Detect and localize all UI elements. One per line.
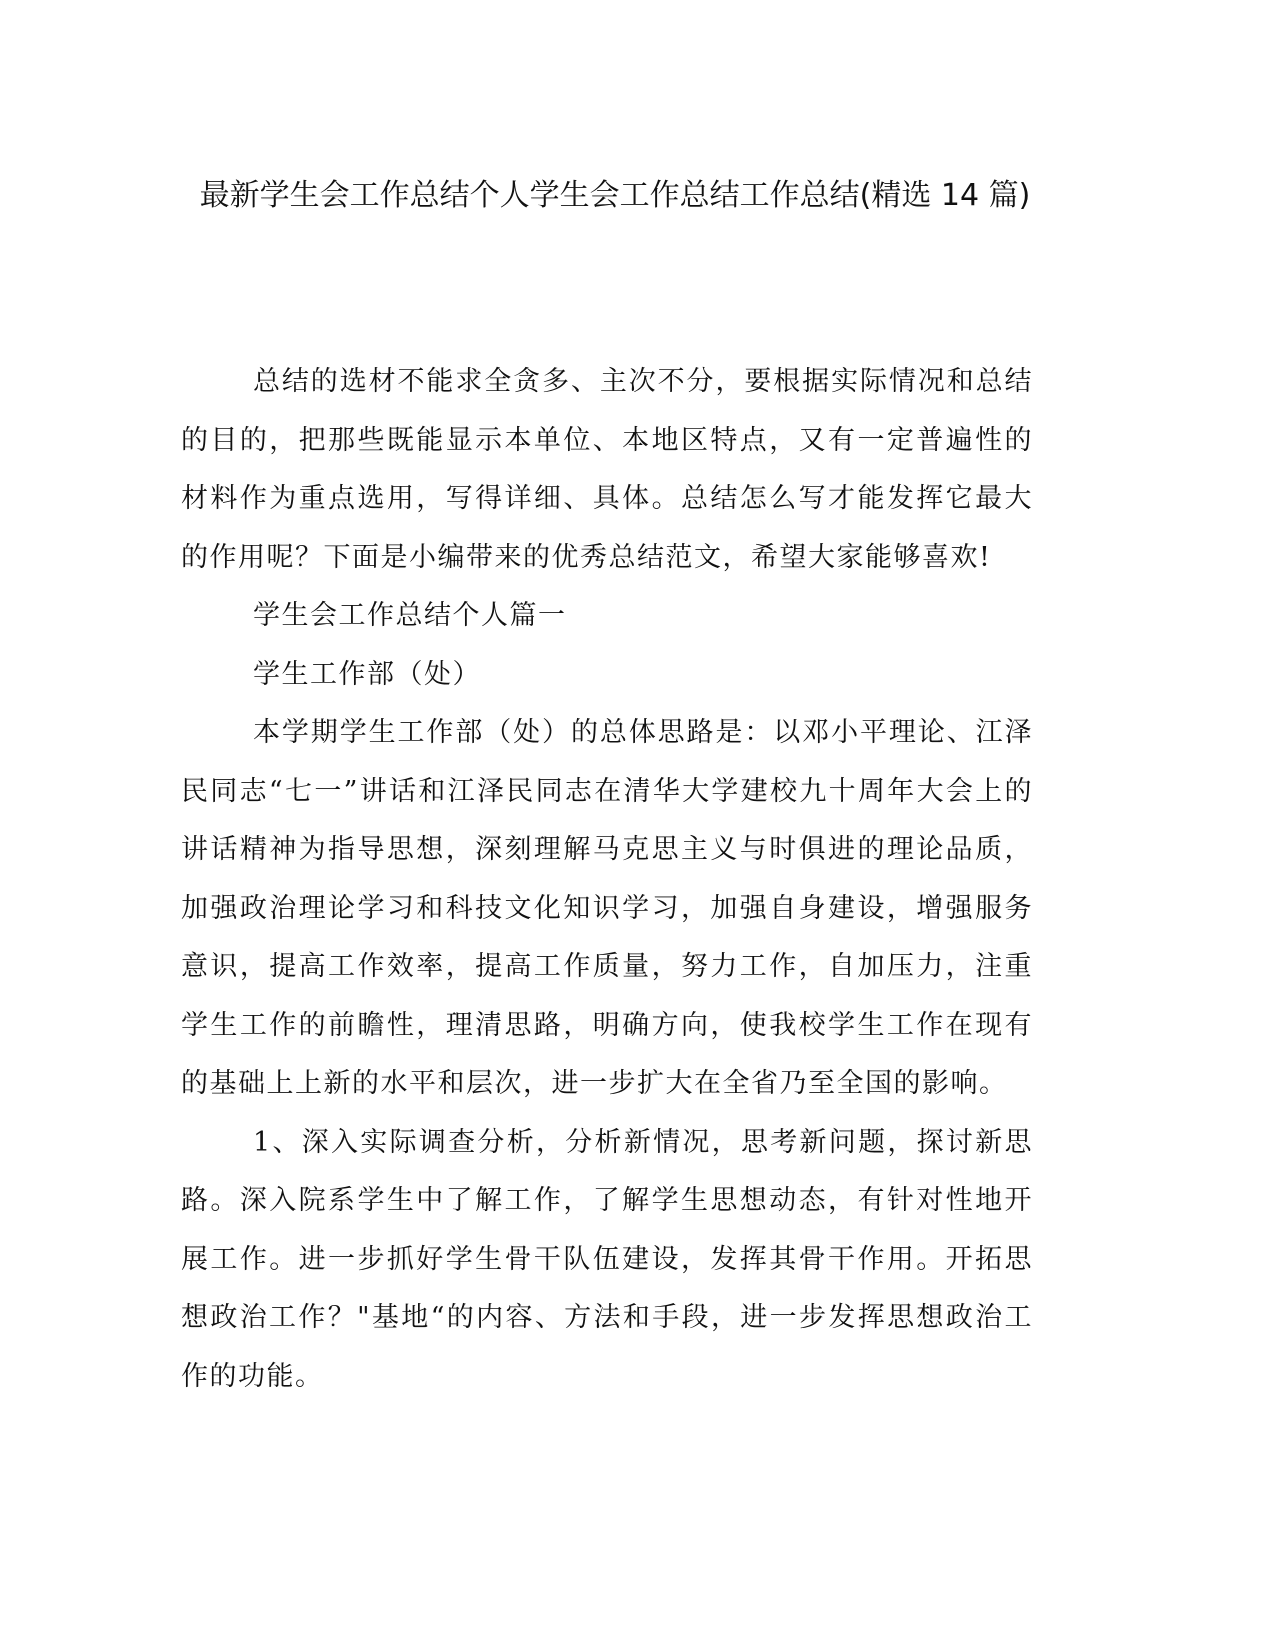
section-heading: 学生会工作总结个人篇一 bbox=[253, 600, 567, 631]
document-title: 最新学生会工作总结个人学生会工作总结工作总结(精选 14 篇) bbox=[199, 178, 1031, 213]
department-line: 学生工作部（处） bbox=[253, 658, 481, 690]
overview-paragraph: 本学期学生工作部（处）的总体思路是：以邓小平理论、江泽民同志“七一”讲话和江泽民同志在清华大学建校九十周年大会上的讲话精神为指导思想，深刻理解马克思主义与时俱进的理论品质，加强政治理论学习和科技文化知识学习，加强自身建设，增强服务意识，提高工作效率，提高工作质量，努力工作，自加压力，注重学生工作的前瞻性，理清思路，明确方向，使我校学生工作在现有的基础上上新的水平和层次，进一步扩大在全省乃至全国的影响。 bbox=[181, 717, 1033, 1099]
item-paragraph: 1、深入实际调查分析，分析新情况，思考新问题，探讨新思路。深入院系学生中了解工作，了解学生思想动态，有针对性地开展工作。进一步抓好学生骨干队伍建设，发挥其骨干作用。开拓思想政治工作？"基地“的内容、方法和手段，进一步发挥思想政治工作的功能。 bbox=[181, 1126, 1033, 1392]
document-body bbox=[181, 353, 1033, 1406]
intro-paragraph: 总结的选材不能求全贪多、主次不分，要根据实际情况和总结的目的，把那些既能显示本单位、本地区特点，又有一定普遍性的材料作为重点选用，写得详细、具体。总结怎么写才能发挥它最大的作用呢？下面是小编带来的优秀总结范文，希望大家能够喜欢! bbox=[181, 366, 1033, 573]
